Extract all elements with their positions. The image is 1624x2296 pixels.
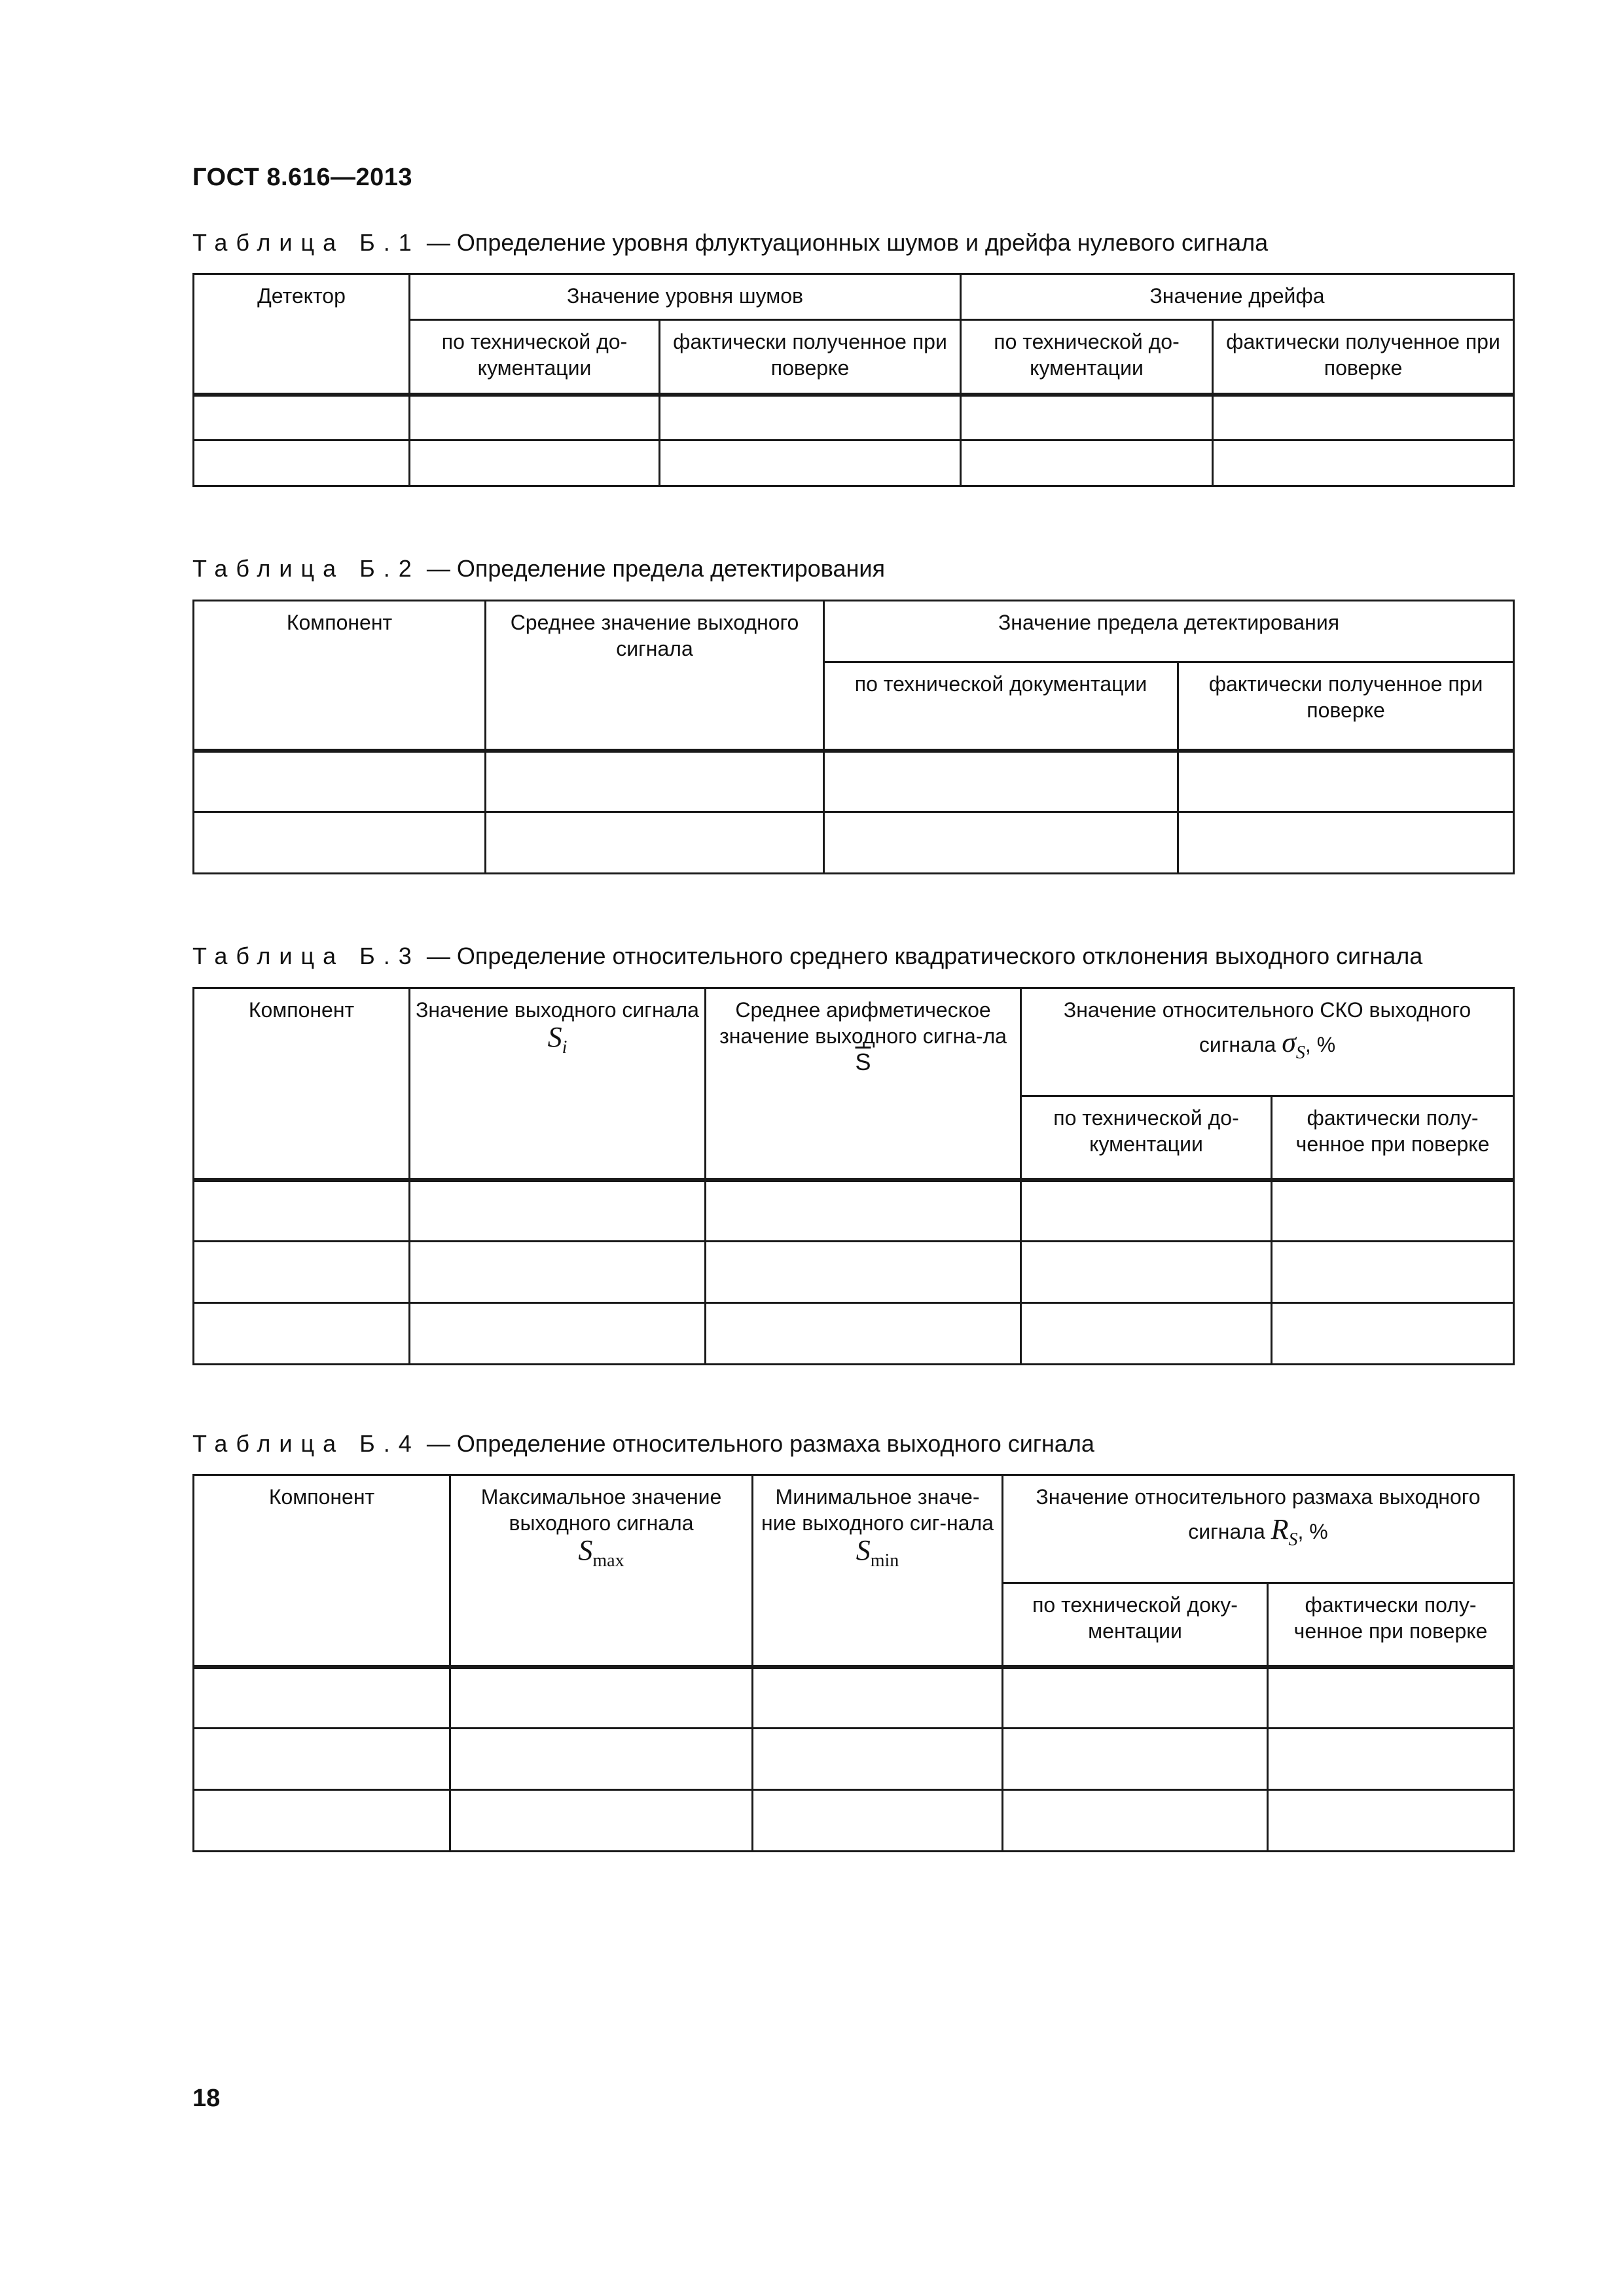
table3-header-value [410,988,706,1180]
table-cell [194,751,486,812]
table-cell [961,395,1213,440]
table4-header-range [1003,1475,1514,1583]
table-cell [1003,1667,1268,1729]
table-row [194,1180,1514,1242]
table-cell [410,1242,706,1303]
table-row [194,812,1514,874]
table-cell [824,751,1178,812]
table2-header-tech-doc: по технической документации [824,662,1178,751]
table3-header-component: Компонент [194,988,410,1180]
table-cell [194,1242,410,1303]
table3-header-actual: фактически полу-ченное при поверке [1272,1096,1514,1180]
table2 [192,600,1515,874]
table-cell [706,1180,1021,1242]
table-cell [1178,812,1514,874]
table-cell [706,1303,1021,1365]
table2-header-component: Компонент [194,601,486,751]
table-cell [1268,1729,1514,1790]
table-row [194,440,1514,486]
table-cell [486,812,824,874]
table-cell [1213,395,1514,440]
table-cell [1003,1790,1268,1852]
table4-header-max-symbol: $S_{max}$ [578,1534,624,1571]
table-cell [194,1667,450,1729]
table4-header-max-label: Максимальное значение выходного сигнала [480,1485,722,1535]
table1-header-detector: Детектор [194,274,410,395]
table3-header-mean [706,988,1021,1180]
table-cell [961,440,1213,486]
page-number: 18 [192,2085,221,2112]
table-cell [194,395,410,440]
table4-header-max [450,1475,753,1667]
table-cell [194,812,486,874]
table3-caption-label: Таблица Б.3 [192,942,420,969]
table1-header-noise-tech-doc: по технической до-кументации [410,320,660,395]
table1-header-drift: Значение дрейфа [961,274,1514,320]
table-row [194,1303,1514,1365]
table1-caption-text: Определение уровня флуктуационных шумов и дрейфа нулевого сигнала [456,229,1269,256]
table-cell [194,440,410,486]
table-cell [1213,440,1514,486]
table-cell [450,1790,753,1852]
table-cell [194,1180,410,1242]
table-cell [753,1667,1003,1729]
table3-header-sko-line2: сигнала $\sigma_S$, % [1199,1026,1336,1063]
table4-caption-dash: — [426,1430,450,1457]
table-cell [824,812,1178,874]
table4-header-min [753,1475,1003,1667]
table2-caption-text: Определение предела детектирования [456,555,886,582]
table-cell [1272,1303,1514,1365]
table3-header-mean-label: Среднее арифметическое значение выходного сигна-ла [719,998,1007,1048]
table2-caption-label: Таблица Б.2 [192,555,420,582]
table1 [192,273,1515,487]
table2-caption [192,555,885,583]
range-symbol: $R_S$ [1271,1513,1298,1550]
table-row [194,751,1514,812]
table-cell [410,1180,706,1242]
table4-header-actual: фактически полу-ченное при поверке [1268,1583,1514,1667]
table3 [192,987,1515,1365]
table-cell [1021,1303,1272,1365]
table-row [194,395,1514,440]
table3-caption-dash: — [426,942,450,969]
table-cell [410,395,660,440]
table4 [192,1474,1515,1852]
table-cell [706,1242,1021,1303]
table1-header-drift-actual: фактически полученное при поверке [1213,320,1514,395]
table4-header-min-symbol: $S_{min}$ [856,1534,899,1571]
table4-caption-text: Определение относительного размаха выходного сигнала [456,1430,1094,1457]
table4-header-range-label: Значение относительного размаха выходного [1036,1485,1481,1509]
table4-header-range-line2: сигнала $R_S$, % [1188,1513,1328,1550]
table2-header-mean: Среднее значение выходного сигнала [486,601,824,751]
table3-header-tech-doc: по технической до-кументации [1021,1096,1272,1180]
table-cell [194,1790,450,1852]
table2-header-actual: фактически полученное при поверке [1178,662,1514,751]
table1-caption [192,229,1268,257]
table1-header-drift-tech-doc: по технической до-кументации [961,320,1213,395]
document-code: ГОСТ 8.616—2013 [192,164,412,191]
table2-caption-dash: — [426,555,450,582]
table-cell [753,1729,1003,1790]
table-cell [410,1303,706,1365]
table-cell [1272,1180,1514,1242]
table-cell [194,1729,450,1790]
table-cell [1268,1667,1514,1729]
table3-header-sko-label: Значение относительного СКО выходного [1063,998,1471,1022]
table3-caption [192,942,1422,970]
table-cell [1178,751,1514,812]
table4-caption [192,1430,1094,1458]
table4-header-tech-doc: по технической доку-ментации [1003,1583,1268,1667]
table-cell [450,1729,753,1790]
table1-caption-dash: — [426,229,450,256]
table-cell [660,395,961,440]
table-cell [753,1790,1003,1852]
table-cell [1272,1242,1514,1303]
table-cell [1021,1180,1272,1242]
sigma-symbol: $\sigma_S$ [1282,1026,1305,1063]
table-cell [1003,1729,1268,1790]
table-row [194,1242,1514,1303]
table1-caption-label: Таблица Б.1 [192,229,420,256]
table-cell [660,440,961,486]
table3-header-sko [1021,988,1514,1096]
table4-caption-label: Таблица Б.4 [192,1430,420,1457]
table-row [194,1790,1514,1852]
table3-caption-text: Определение относительного среднего квадратического отклонения выходного сигнала [456,942,1423,969]
table-cell [450,1667,753,1729]
table-cell [486,751,824,812]
table1-header-noise: Значение уровня шумов [410,274,961,320]
table3-header-value-symbol: $S_i$ [547,1021,568,1058]
table4-header-component: Компонент [194,1475,450,1667]
table2-header-limit: Значение предела детектирования [824,601,1514,662]
table-row [194,1667,1514,1729]
table-cell [410,440,660,486]
table-cell [1021,1242,1272,1303]
table4-header-min-label: Минимальное значе-ние выходного сиг-нала [761,1485,994,1535]
table3-header-value-label: Значение выходного сигнала [416,998,699,1022]
table-cell [194,1303,410,1365]
table-row [194,1729,1514,1790]
table1-header-noise-actual: фактически полученное при поверке [660,320,961,395]
table-cell [1268,1790,1514,1852]
table3-header-mean-symbol: $\overline{S}$ [855,1049,871,1075]
